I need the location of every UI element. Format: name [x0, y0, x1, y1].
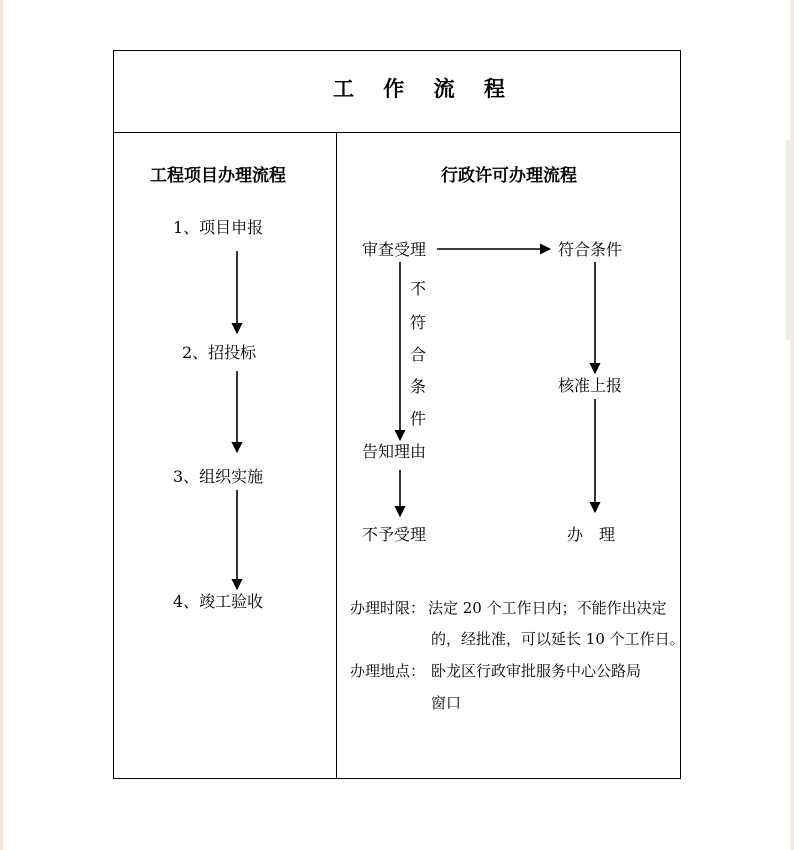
location-text-2: 窗口: [431, 694, 462, 712]
node-meets-conditions: 符合条件: [558, 240, 623, 259]
step-2: 2、招投标: [182, 343, 257, 362]
page-title: 工 作 流 程: [333, 76, 516, 101]
node-accept: 审查受理: [362, 240, 427, 259]
node-handle: 办 理: [567, 525, 616, 544]
location-label: 办理地点：: [350, 662, 426, 680]
left-heading: 工程项目办理流程: [150, 166, 286, 186]
step-4: 4、竣工验收: [173, 592, 264, 611]
time-limit-text-1: 法定 20 个工作日内；不能作出决定: [428, 599, 667, 617]
right-heading: 行政许可办理流程: [441, 166, 577, 186]
label-not-meet-4: 条: [410, 377, 427, 396]
location-text-1: 卧龙区行政审批服务中心公路局: [431, 662, 642, 680]
node-notify-reason: 告知理由: [362, 442, 427, 461]
step-1: 1、项目申报: [173, 218, 264, 237]
time-limit-text-2: 的，经批准，可以延长 10 个工作日。: [431, 630, 685, 648]
time-limit-label: 办理时限：: [350, 599, 426, 617]
node-reject: 不予受理: [362, 525, 427, 544]
label-not-meet-5: 件: [410, 409, 427, 428]
label-not-meet-2: 符: [410, 313, 427, 332]
label-not-meet-3: 合: [410, 345, 427, 364]
node-approve-report: 核准上报: [558, 376, 623, 395]
label-not-meet-1: 不: [410, 279, 427, 298]
step-3: 3、组织实施: [173, 467, 264, 486]
